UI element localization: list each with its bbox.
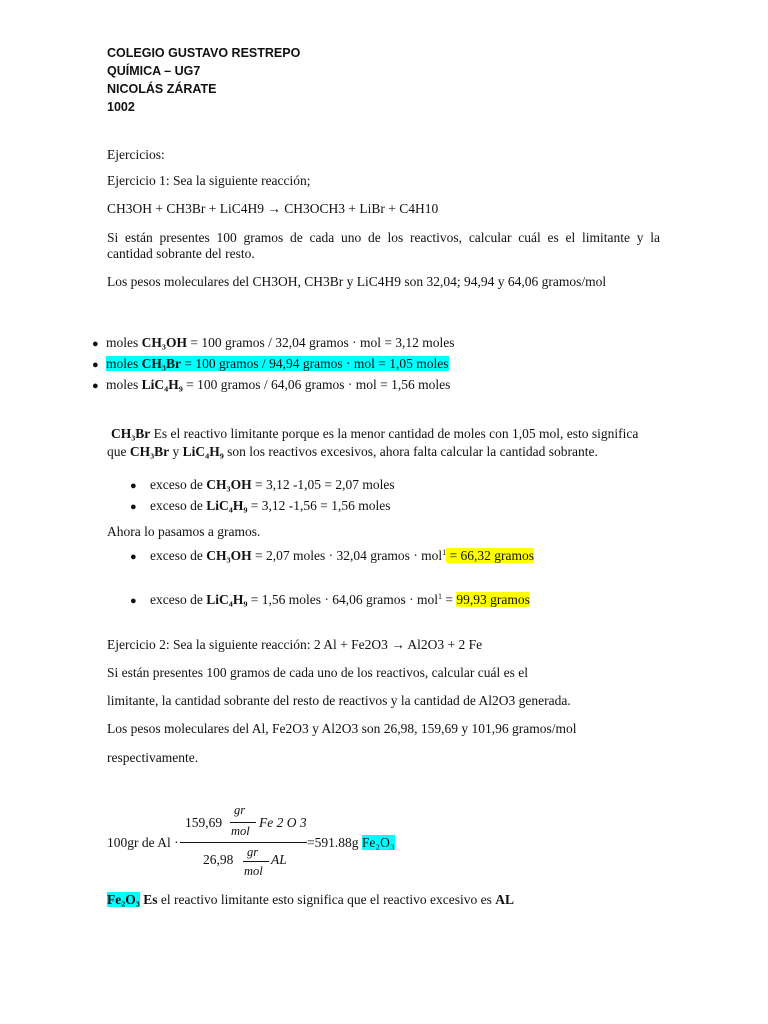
exercise1-prompt-line2: cantidad sobrante del resto. <box>107 246 255 261</box>
bullet-icon: ● <box>92 338 99 350</box>
numerator-unit-bottom: mol <box>231 824 250 838</box>
numerator-species: Fe 2 O 3 <box>259 815 307 830</box>
denominator-species: AL <box>271 852 287 867</box>
bullet-icon: ● <box>92 380 99 392</box>
exercise1-prompt-line1: Si están presentes 100 gramos de cada uno de los reactivos, calcular cuál es el limitante y la <box>107 230 660 245</box>
numerator-unit-line <box>230 822 256 823</box>
bullet-icon: ● <box>130 480 137 492</box>
school-name: COLEGIO GUSTAVO RESTREPO <box>107 46 301 60</box>
list-item: ● exceso de CH₃OH = 2,07 moles · 32,04 gramos · mol$^1$ = 66,32 gramos <box>130 548 535 563</box>
numerator-value: 159,69 <box>185 815 223 830</box>
bullet-icon: ● <box>130 595 137 607</box>
exercise1-reaction: CH3OH + CH3Br + LiC4H9 → CH3OCH3 + LiBr + C4H10 <box>107 201 439 216</box>
bullet-icon: ● <box>92 359 99 371</box>
to-grams-text: Ahora lo pasamos a gramos. <box>107 524 261 539</box>
denominator-unit-top: gr <box>247 845 259 859</box>
subject: QUÍMICA – UG7 <box>107 64 201 78</box>
calc-left: 100gr de Al · <box>107 835 179 850</box>
list-item: ● exceso de CH₃OH = 3,12 -1,05 = 2,07 moles <box>130 477 395 492</box>
denominator-value: 26,98 <box>203 852 234 867</box>
exercise1-weights: Los pesos moleculares del CH3OH, CH3Br y LiC4H9 son 32,04; 94,94 y 64,06 gramos/mol <box>107 274 607 289</box>
limit-line2: que CH₃Br y LiC₄H₉ son los reactivos excesivos, ahora falta calcular la cantidad sobrante. <box>107 444 598 459</box>
exercise2-intro: Ejercicio 2: Sea la siguiente reacción: 2 Al + Fe2O3 → Al2O3 + 2 Fe <box>107 637 483 652</box>
group: 1002 <box>107 100 135 114</box>
bullet-icon: ● <box>130 501 137 513</box>
list-item: ● moles CH₃OH = 100 gramos / 32,04 gramos · mol = 3,12 moles <box>92 335 455 350</box>
main-fraction-line <box>180 842 307 843</box>
list-item: ● moles LiC₄H₉ = 100 gramos / 64,06 gramos · mol = 1,56 moles <box>92 377 451 392</box>
list-item: ● exceso de LiC₄H₉ = 1,56 moles · 64,06 gramos · mol$^1$ = 99,93 gramos <box>130 592 530 607</box>
student-name: NICOLÁS ZÁRATE <box>107 82 217 96</box>
denominator-unit-bottom: mol <box>244 864 263 878</box>
limit-line1: CH₃Br Es el reactivo limitante porque es la menor cantidad de moles con 1,05 mol, esto significa <box>111 426 639 441</box>
bullet-icon: ● <box>130 551 137 563</box>
exercise2-line3: Los pesos moleculares del Al, Fe2O3 y Al2O3 son 26,98, 159,69 y 101,96 gramos/mol <box>107 721 577 736</box>
exercise2-line4: respectivamente. <box>107 750 199 765</box>
exercise1-intro: Ejercicio 1: Sea la siguiente reacción; <box>107 173 311 188</box>
numerator-unit-top: gr <box>234 803 246 817</box>
conclusion: Fe₂O₃ Es el reactivo limitante esto significa que el reactivo excesivo es AL <box>107 892 514 907</box>
denominator-unit-line <box>243 861 269 862</box>
list-item: ● moles CH₃Br = 100 gramos / 94,94 gramos · mol = 1,05 moles <box>92 356 449 371</box>
exercise2-line2: limitante, la cantidad sobrante del resto de reactivos y la cantidad de Al2O3 generada. <box>107 693 571 708</box>
exercise2-line1: Si están presentes 100 gramos de cada uno de los reactivos, calcular cuál es el <box>107 665 528 680</box>
exercises-heading: Ejercicios: <box>107 147 165 162</box>
list-item: ● exceso de LiC₄H₉ = 3,12 -1,56 = 1,56 moles <box>130 498 391 513</box>
calc-result: =591.88g Fe₂O₃ <box>307 835 395 850</box>
